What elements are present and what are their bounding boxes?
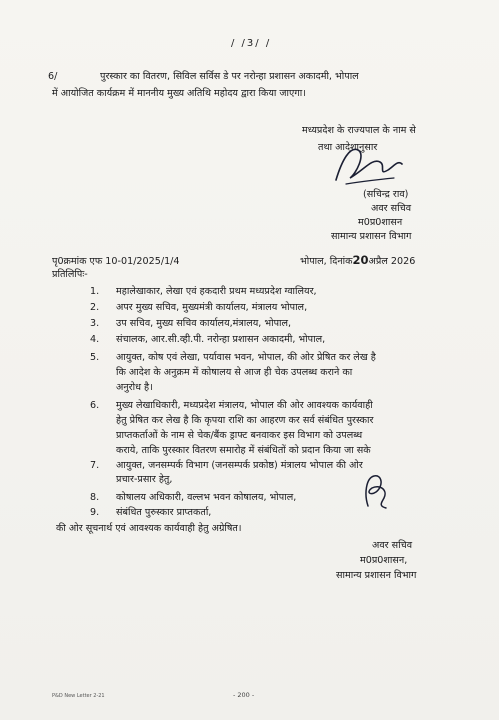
copy-item-number: 2.: [90, 302, 100, 313]
copy-item-line: आयुक्त, कोष एवं लेखा, पर्यावास भवन, भोपाल, की ओर प्रेषित कर लेख है: [116, 352, 376, 363]
copy-item-number: 9.: [90, 507, 100, 518]
copy-item-line: संबंधित पुरुस्कार प्राप्तकर्ता,: [116, 507, 212, 518]
copy-label: प्रतिलिपिः-: [52, 269, 88, 280]
paragraph-number: 6/: [48, 71, 58, 82]
bottom-signatory-department: सामान्य प्रशासन विभाग: [336, 570, 417, 581]
footer-form-code: P&D New Letter 2-21: [52, 693, 105, 699]
copy-item-line: कोषालय अधिकारी, वल्लभ भवन कोषालय, भोपाल,: [116, 492, 297, 503]
copy-item-number: 8.: [90, 492, 100, 503]
order-line: तथा आदेशानुसार: [318, 142, 378, 153]
copy-item-line: संचालक, आर.सी.व्ही.पी. नरोन्हा प्रशासन अकादमी, भोपाल,: [116, 334, 326, 345]
copy-item-line: हेतु प्रेषित कर लेख है कि कृपया राशि का आहरण कर सर्व संबंधित पुरस्कार: [116, 415, 374, 426]
signature-bottom: [354, 470, 400, 512]
copy-item-number: 6.: [90, 400, 100, 411]
copy-item-line: अनुरोध है।: [116, 382, 153, 393]
page-number: / /3/ /: [231, 38, 272, 49]
bottom-signatory-office: म0प्र0शासन,: [360, 555, 408, 566]
copy-item-line: महालेखाकार, लेखा एवं हकदारी प्रथम मध्यप्रदेश ग्वालियर,: [116, 286, 317, 297]
copy-item-line: आयुक्त, जनसम्पर्क विभाग (जनसम्पर्क प्रकोष्ठ) मंत्रालय भोपाल की ओर: [116, 460, 363, 471]
paragraph-line-2: में आयोजित कार्यक्रम में माननीय मुख्य अतिथि महोदय द्वारा किया जाएगा।: [52, 88, 306, 99]
bottom-signatory-designation: अवर सचिव: [372, 540, 413, 551]
copy-item-line: प्रचार-प्रसार हेतु,: [116, 474, 173, 485]
memo-date: [300, 254, 415, 268]
signatory-name: (सचिन्द्र राव): [363, 189, 409, 200]
governor-line: मध्यप्रदेश के राज्यपाल के नाम से: [302, 125, 416, 136]
memo-date-day: 20: [352, 253, 369, 267]
copy-item-line: मुख्य लेखाधिकारी, मध्यप्रदेश मंत्रालय, भोपाल की ओर आवश्यक कार्यवाही: [116, 400, 373, 411]
signatory-office: म0प्र0शासन: [358, 217, 403, 228]
copy-item-number: 7.: [90, 460, 100, 471]
memo-date-prefix: भोपाल, दिनांक: [300, 256, 353, 267]
paragraph-line-1: पुरस्कार का वितरण, सिविल सर्विस डे पर नरोन्हा प्रशासन अकादमी, भोपाल: [100, 71, 359, 82]
copy-item-line: प्राप्तकर्ताओं के नाम से चेक/बैंक ड्राफ्ट बनवाकर इस विभाग को उपलब्ध: [116, 430, 363, 441]
copy-item-number: 1.: [90, 286, 100, 297]
copy-item-number: 4.: [90, 334, 100, 345]
memo-date-suffix: अप्रैल 2026: [368, 256, 416, 267]
copy-item-line: उप सचिव, मुख्य सचिव कार्यालय,मंत्रालय, भोपाल,: [116, 318, 292, 329]
closing-line: की ओर सूचनार्थ एवं आवश्यक कार्यवाही हेतु अग्रेषित।: [56, 523, 242, 534]
copy-item-line: कराये, ताकि पुरस्कार वितरण समारोह में संबंधितों को प्रदान किया जा सके: [116, 445, 371, 456]
copy-item-number: 3.: [90, 318, 100, 329]
copy-item-line: कि आदेश के अनुक्रम में कोषालय से आज ही चेक उपलब्ध कराने का: [116, 367, 353, 378]
copy-item-line: अपर मुख्य सचिव, मुख्यमंत्री कार्यालय, मंत्रालय भोपाल,: [116, 302, 308, 313]
signature-top: [328, 140, 408, 188]
signatory-department: सामान्य प्रशासन विभाग: [331, 231, 412, 242]
signatory-designation: अवर सचिव: [371, 203, 412, 214]
copy-item-number: 5.: [90, 352, 100, 363]
memo-number: पृ0क्रमांक एफ 10-01/2025/1/4: [52, 256, 180, 267]
footer-page-marker: - 200 -: [233, 691, 255, 699]
